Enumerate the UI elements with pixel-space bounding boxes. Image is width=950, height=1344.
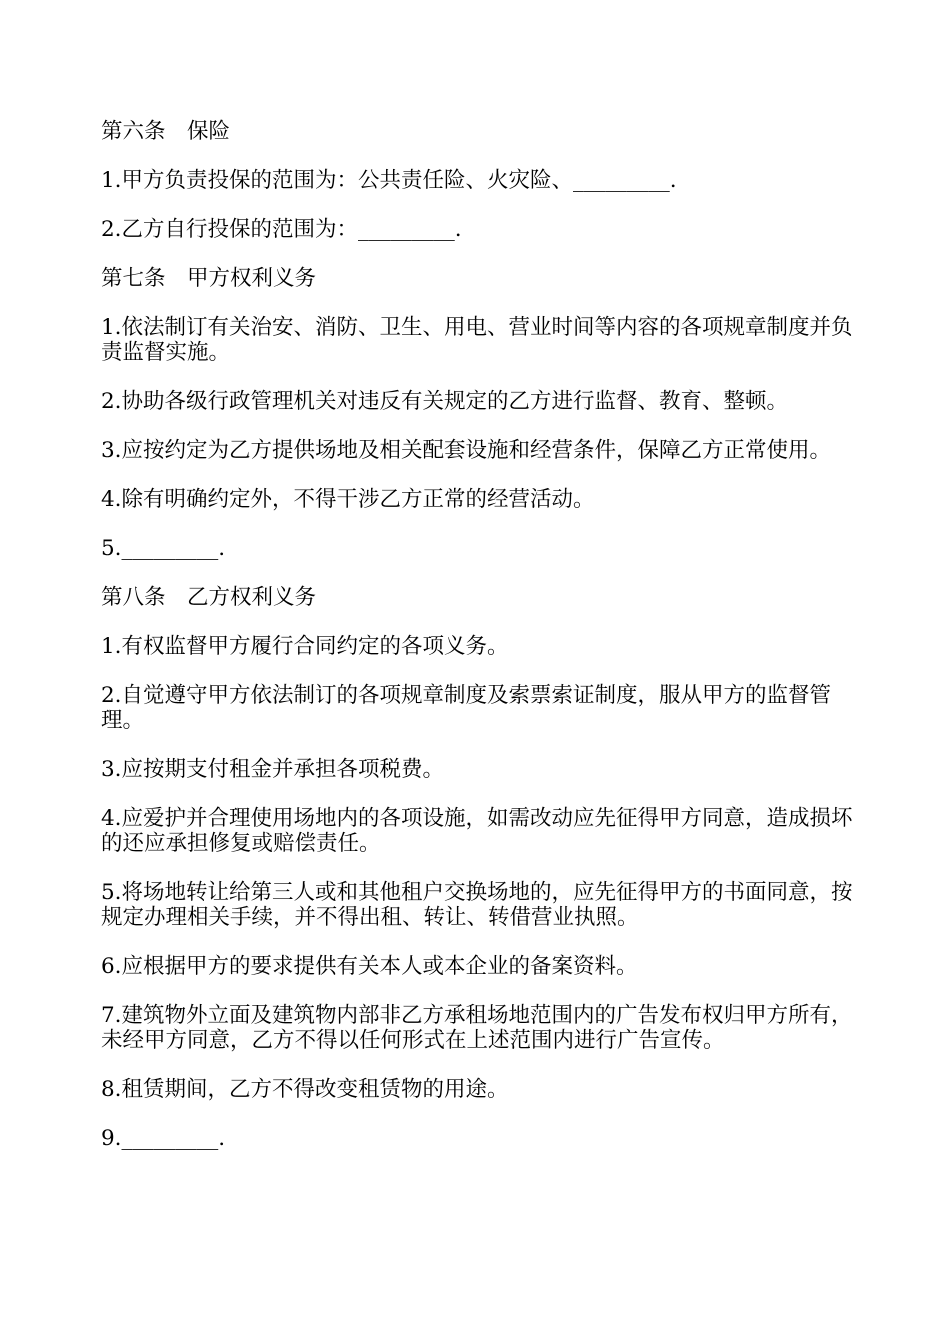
article-8-clause-6: 6.应根据甲方的要求提供有关本人或本企业的备案资料。: [101, 954, 638, 979]
article-8-heading: 第八条 乙方权利义务: [101, 585, 317, 610]
article-7-clause-3: 3.应按约定为乙方提供场地及相关配套设施和经营条件，保障乙方正常使用。: [101, 438, 832, 463]
article-6-heading: 第六条 保险: [101, 119, 231, 144]
article-8-clause-4: 4.应爱护并合理使用场地内的各项设施，如需改动应先征得甲方同意，造成损坏的还应承担修复或赔偿责任。: [101, 806, 853, 856]
article-7-heading: 第七条 甲方权利义务: [101, 266, 317, 291]
article-7-clause-4: 4.除有明确约定外，不得干涉乙方正常的经营活动。: [101, 487, 595, 512]
article-8-clause-9: 9._________.: [101, 1126, 226, 1151]
article-6-clause-2: 2.乙方自行投保的范围为：_________.: [101, 217, 462, 242]
article-8-clause-2: 2.自觉遵守甲方依法制订的各项规章制度及索票索证制度，服从甲方的监督管理。: [101, 683, 832, 733]
article-8-clause-1: 1.有权监督甲方履行合同约定的各项义务。: [101, 634, 509, 659]
article-8-clause-5: 5.将场地转让给第三人或和其他租户交换场地的，应先征得甲方的书面同意，按规定办理相关手续，并不得出租、转让、转借营业执照。: [101, 880, 853, 930]
article-6-clause-1: 1.甲方负责投保的范围为：公共责任险、火灾险、_________.: [101, 168, 677, 193]
article-8-clause-3: 3.应按期支付租金并承担各项税费。: [101, 757, 445, 782]
article-7-clause-1: 1.依法制订有关治安、消防、卫生、用电、营业时间等内容的各项规章制度并负责监督实施。: [101, 315, 853, 365]
article-8-clause-7: 7.建筑物外立面及建筑物内部非乙方承租场地范围内的广告发布权归甲方所有，未经甲方同意，乙方不得以任何形式在上述范围内进行广告宣传。: [101, 1003, 853, 1053]
document-body: [101, 119, 861, 1175]
article-7-clause-2: 2.协助各级行政管理机关对违反有关规定的乙方进行监督、教育、整顿。: [101, 389, 789, 414]
article-8-clause-8: 8.租赁期间，乙方不得改变租赁物的用途。: [101, 1077, 509, 1102]
article-7-clause-5: 5._________.: [101, 536, 226, 561]
